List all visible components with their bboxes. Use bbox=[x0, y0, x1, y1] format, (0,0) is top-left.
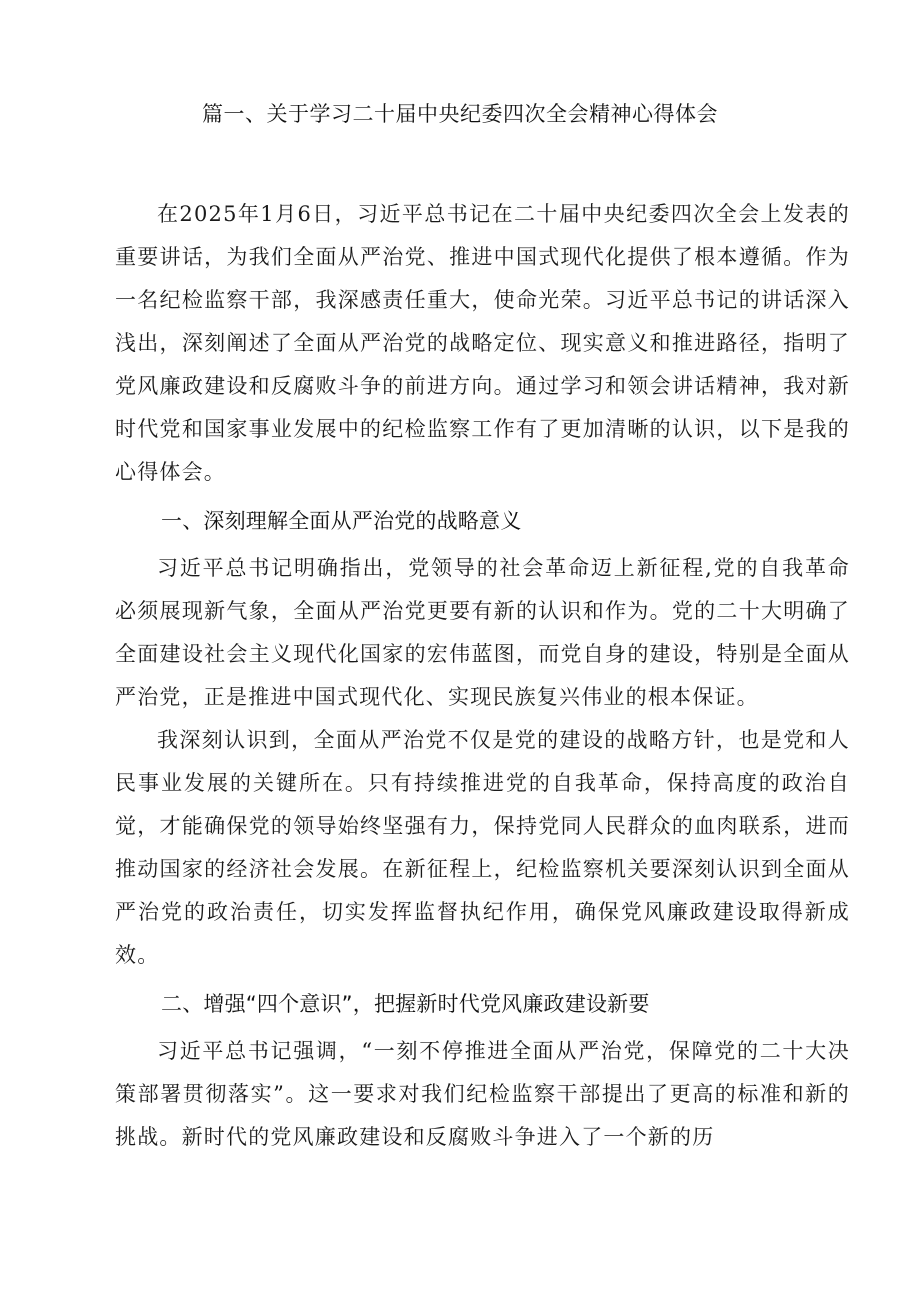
section-1-paragraph-1: 习近平总书记明确指出，党领导的社会革命迈上新征程,党的自我革命必须展现新气象，全面从严治党更要有新的认识和作为。党的二十大明确了全面建设社会主义现代化国家的宏伟蓝图，而党自身的建设，特别是全面从严治党，正是推进中国式现代化、实现民族复兴伟业的根本保证。 bbox=[115, 556, 850, 709]
document-body bbox=[115, 193, 850, 1159]
document-title: 篇一、关于学习二十届中央纪委四次全会精神心得体会 bbox=[202, 102, 718, 126]
section-1-paragraph-2: 我深刻认识到，全面从严治党不仅是党的建设的战略方针，也是党和人民事业发展的关键所在。只有持续推进党的自我革命，保持高度的政治自觉，才能确保党的领导始终坚强有力，保持党同人民群众的血肉联系，进而推动国家的经济社会发展。在新征程上，纪检监察机关要深刻认识到全面从严治党的政治责任，切实发挥监督执纪作用，确保党风廉政建设取得新成效。 bbox=[115, 728, 850, 967]
section-2-paragraph-1: 习近平总书记强调，“一刻不停推进全面从严治党，保障党的二十大决策部署贯彻落实”。这一要求对我们纪检监察干部提出了更高的标准和新的挑战。新时代的党风廉政建设和反腐败斗争进入了一个新的历 bbox=[115, 1039, 850, 1149]
section-1-heading: 一、深刻理解全面从严治党的战略意义 bbox=[161, 509, 522, 533]
intro-paragraph: 在2025年1月6日，习近平总书记在二十届中央纪委四次全会上发表的重要讲话，为我们全面从严治党、推进中国式现代化提供了根本遵循。作为一名纪检监察干部，我深感责任重大，使命光荣。习近平总书记的讲话深入浅出，深刻阐述了全面从严治党的战略定位、现实意义和推进路径，指明了党风廉政建设和反腐败斗争的前进方向。通过学习和领会讲话精神，我对新时代党和国家事业发展中的纪检监察工作有了更加清晰的认识，以下是我的心得体会。 bbox=[115, 202, 850, 484]
section-2-heading: 二、增强“四个意识”，把握新时代党风廉政建设新要 bbox=[161, 992, 650, 1016]
